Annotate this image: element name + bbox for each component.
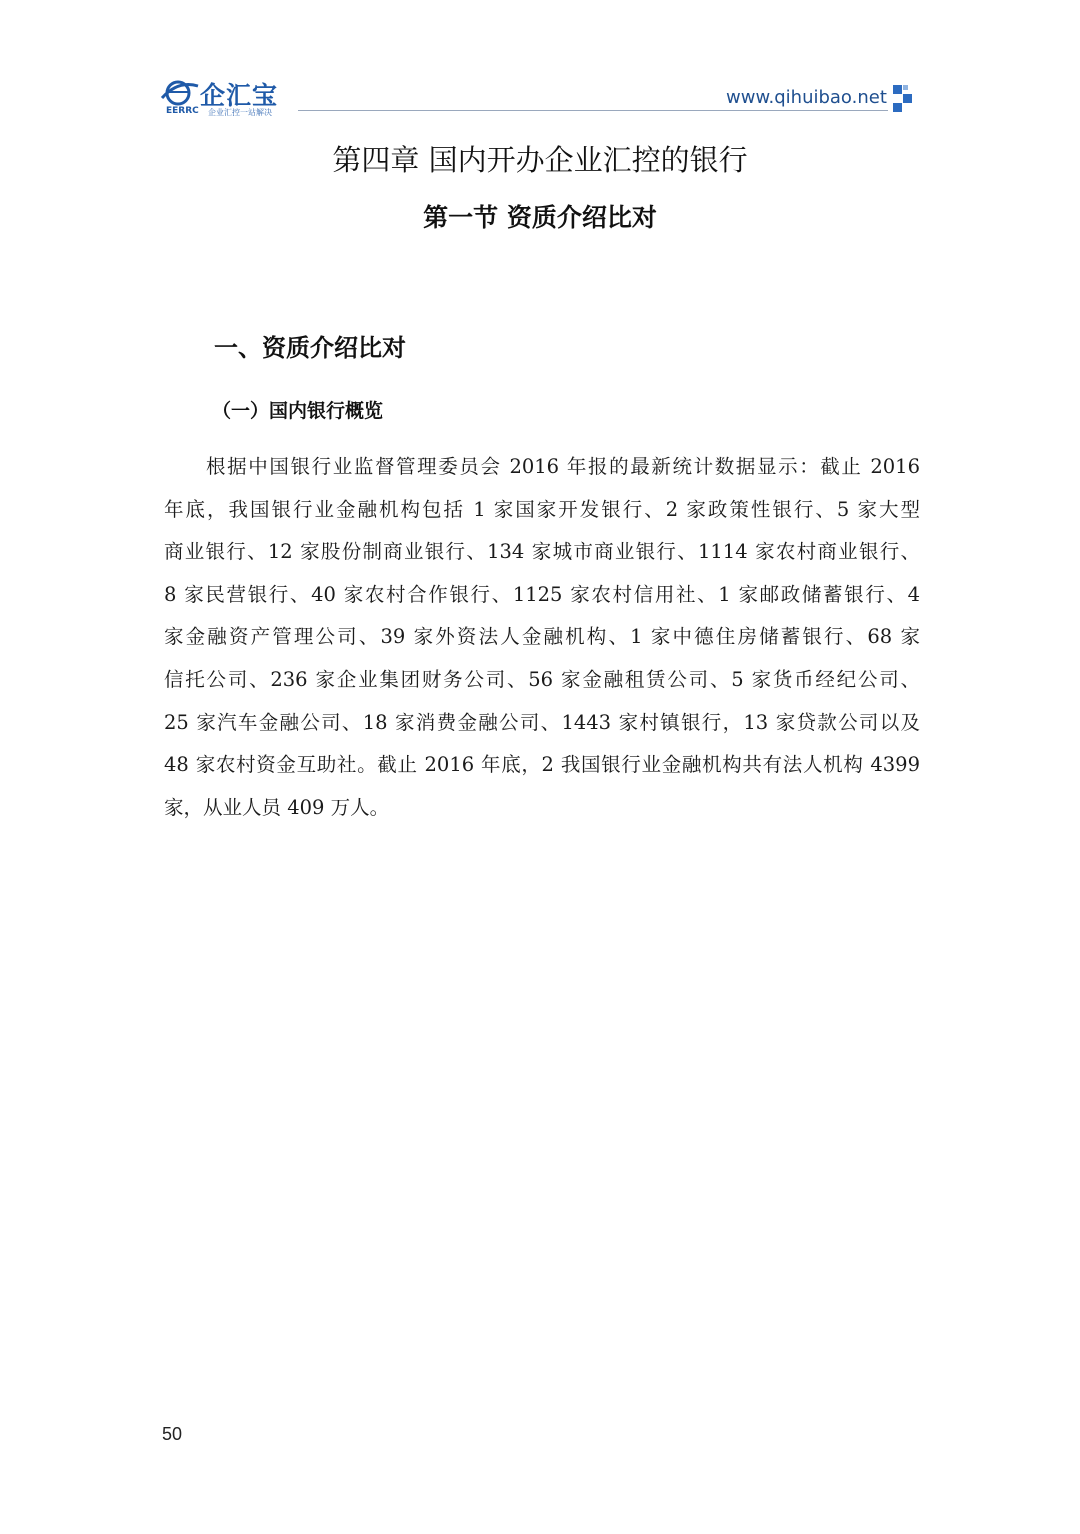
paragraph-line: 根据中国银行业监督管理委员会 2016 年报的最新统计数据显示：截止 2016	[206, 455, 920, 478]
body-paragraph	[164, 446, 920, 829]
page-number: 50	[162, 1424, 183, 1444]
paragraph-line: 8 家民营银行、40 家农村合作银行、1125 家农村信用社、1 家邮政储蓄银行、4	[164, 582, 920, 606]
paragraph-line: 家金融资产管理公司、39 家外资法人金融机构、1 家中德住房储蓄银行、68 家	[164, 625, 920, 649]
paragraph-line: 25 家汽车金融公司、18 家消费金融公司、1443 家村镇银行，13 家贷款公司以及	[164, 710, 920, 734]
qihuibao-logo	[160, 76, 290, 120]
heading-level-2: （一）国内银行概览	[212, 400, 384, 422]
paragraph-line: 商业银行、12 家股份制商业银行、134 家城市商业银行、1114 家农村商业银行、	[164, 540, 920, 564]
website-url: www.qihuibao.net	[726, 87, 887, 108]
paragraph-line: 年底，我国银行业金融机构包括 1 家国家开发银行、2 家政策性银行、5 家大型	[164, 497, 920, 521]
logo-english-name: EERRC	[166, 106, 199, 116]
heading-level-1: 一、资质介绍比对	[214, 334, 406, 362]
section-title: 第一节 资质介绍比对	[423, 203, 657, 232]
page-header	[0, 0, 1080, 130]
paragraph-line: 信托公司、236 家企业集团财务公司、56 家金融租赁公司、5 家货币经纪公司、	[164, 667, 920, 691]
globe-swoosh-icon	[160, 78, 200, 108]
paragraph-line: 48 家农村资金互助社。截止 2016 年底，2 我国银行业金融机构共有法人机构 4399	[164, 753, 920, 777]
chapter-title: 第四章 国内开办企业汇控的银行	[332, 143, 748, 177]
logo-tagline: 企业汇控一站解决	[208, 108, 272, 117]
logo-chinese-name: 企汇宝	[200, 81, 279, 110]
header-divider	[298, 110, 888, 111]
paragraph-line: 家，从业人员 409 万人。	[164, 795, 390, 819]
pixel-blocks-icon	[893, 85, 917, 113]
